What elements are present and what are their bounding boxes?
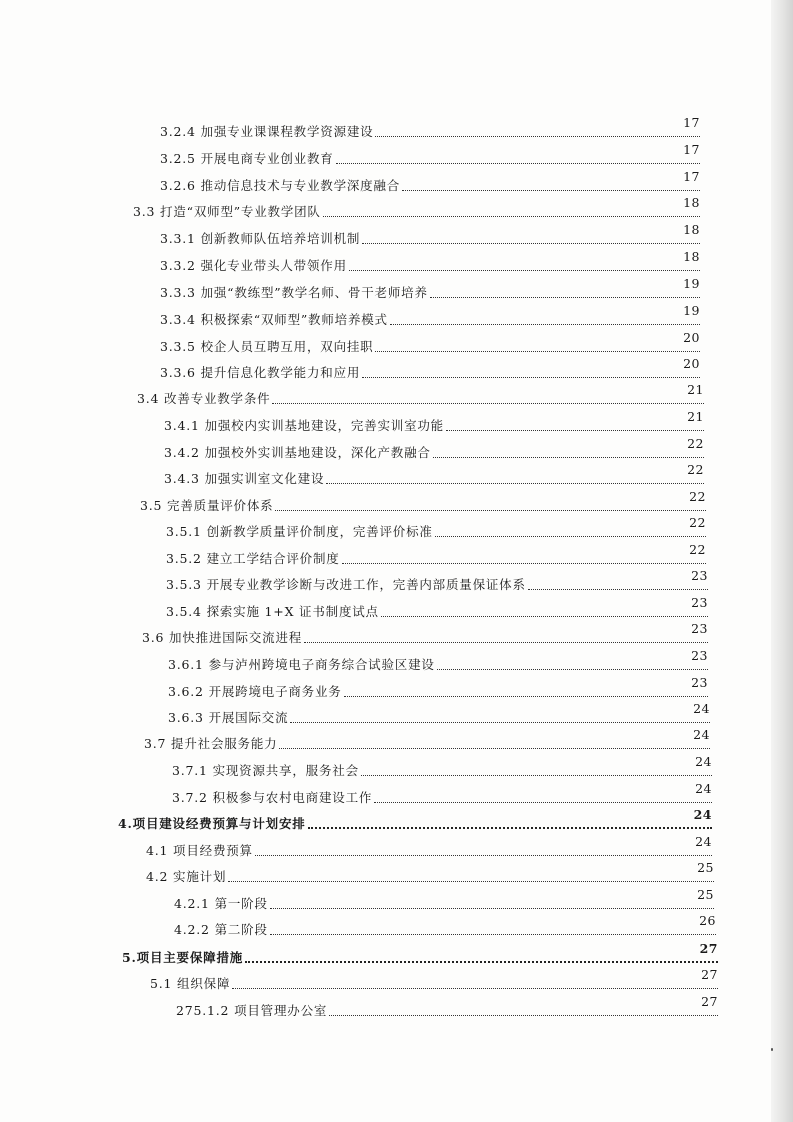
toc-entry-title: 3.4.1 加强校内实训基地建设，完善实训室功能 <box>164 418 444 433</box>
toc-entry-title: 3.3.1 创新教师队伍培养培训机制 <box>160 231 361 246</box>
toc-entry-page: 26 <box>699 913 716 928</box>
toc-entry[interactable] <box>172 782 712 806</box>
toc-dot-leader <box>270 908 714 909</box>
toc-entry-page: 19 <box>683 276 700 291</box>
toc-dot-leader <box>381 616 708 617</box>
scan-edge-shadow <box>771 0 793 1122</box>
toc-entry[interactable] <box>174 914 716 938</box>
toc-entry-page: 22 <box>689 489 706 504</box>
toc-entry-page: 20 <box>683 330 700 345</box>
toc-entry-title: 4.2 实施计划 <box>146 869 227 884</box>
toc-entry-title: 3.3 打造“双师型”专业教学团队 <box>133 204 321 219</box>
toc-dot-leader <box>279 748 710 749</box>
toc-entry[interactable] <box>160 331 700 355</box>
toc-entry-title: 5.项目主要保障措施 <box>122 950 244 965</box>
toc-entry-title: 3.2.6 推动信息技术与专业教学深度融合 <box>160 178 401 193</box>
toc-entry-page: 17 <box>683 169 700 184</box>
toc-entry[interactable] <box>174 888 714 912</box>
toc-entry-page: 23 <box>691 621 708 636</box>
toc-dot-leader <box>308 827 712 829</box>
toc-entry[interactable] <box>166 569 708 593</box>
toc-entry-title: 3.6.3 开展国际交流 <box>168 710 289 725</box>
toc-entry-page: 23 <box>691 675 708 690</box>
toc-dot-leader <box>342 563 706 564</box>
toc-entry-title: 3.5.3 开展专业教学诊断与改进工作，完善内部质量保证体系 <box>166 577 526 592</box>
toc-entry-title: 3.2.4 加强专业课课程教学资源建设 <box>160 124 374 139</box>
toc-dot-leader <box>349 270 700 271</box>
toc-entry[interactable] <box>144 728 710 752</box>
toc-entry[interactable] <box>176 995 718 1019</box>
toc-entry[interactable] <box>140 490 706 514</box>
toc-entry[interactable] <box>160 357 700 381</box>
toc-dot-leader <box>245 961 718 963</box>
toc-entry-title: 4.2.1 第一阶段 <box>174 896 268 911</box>
toc-entry-page: 24 <box>693 701 710 716</box>
toc-entry[interactable] <box>133 196 700 220</box>
toc-entry-title: 3.3.4 积极探索“双师型”教师培养模式 <box>160 312 388 327</box>
toc-entry[interactable] <box>160 116 700 140</box>
toc-entry[interactable] <box>168 676 708 700</box>
toc-entry[interactable] <box>168 649 708 673</box>
toc-entry-title: 3.3.3 加强“教练型”教学名师、骨干老师培养 <box>160 285 428 300</box>
toc-entry[interactable] <box>160 223 700 247</box>
toc-chapter-entry[interactable] <box>122 942 718 966</box>
toc-dot-leader <box>326 483 704 484</box>
toc-entry-title: 3.5.1 创新教学质量评价制度，完善评价标准 <box>166 524 433 539</box>
toc-entry[interactable] <box>172 755 712 779</box>
toc-entry-page: 21 <box>687 382 704 397</box>
toc-entry-page: 22 <box>689 515 706 530</box>
toc-entry[interactable] <box>137 383 704 407</box>
toc-dot-leader <box>402 190 700 191</box>
toc-dot-leader <box>228 881 714 882</box>
toc-entry-page: 22 <box>687 462 704 477</box>
toc-entry[interactable] <box>164 410 704 434</box>
toc-entry-page: 24 <box>693 727 710 742</box>
toc-dot-leader <box>270 934 716 935</box>
toc-entry[interactable] <box>166 516 706 540</box>
toc-entry-page: 21 <box>687 409 704 424</box>
toc-dot-leader <box>344 696 708 697</box>
toc-entry-page: 19 <box>683 303 700 318</box>
toc-chapter-entry[interactable] <box>118 808 712 832</box>
toc-dot-leader <box>255 855 712 856</box>
toc-entry-page: 25 <box>697 860 714 875</box>
toc-entry-title: 5.1 组织保障 <box>150 976 231 991</box>
scan-speck <box>771 1048 773 1051</box>
toc-entry-page: 23 <box>691 648 708 663</box>
toc-entry-title: 3.4.2 加强校外实训基地建设，深化产教融合 <box>164 445 431 460</box>
toc-entry-title: 3.7.2 积极参与农村电商建设工作 <box>172 790 373 805</box>
toc-entry[interactable] <box>146 861 714 885</box>
toc-entry-page: 22 <box>687 436 704 451</box>
toc-entry-page: 18 <box>683 222 700 237</box>
toc-entry-title: 3.7.1 实现资源共享，服务社会 <box>172 763 359 778</box>
toc-entry-page: 18 <box>683 249 700 264</box>
toc-dot-leader <box>304 642 708 643</box>
toc-entry-title: 3.5.4 探索实施 1+X 证书制度试点 <box>166 604 379 619</box>
toc-entry-page: 24 <box>693 807 712 822</box>
toc-entry-title: 3.3.6 提升信息化教学能力和应用 <box>160 365 361 380</box>
toc-entry[interactable] <box>164 437 704 461</box>
toc-dot-leader <box>430 297 700 298</box>
toc-entry-title: 3.6.2 开展跨境电子商务业务 <box>168 684 342 699</box>
toc-dot-leader <box>390 324 700 325</box>
toc-dot-leader <box>528 589 708 590</box>
toc-entry-page: 24 <box>695 781 712 796</box>
toc-entry-page: 27 <box>699 941 718 956</box>
toc-entry[interactable] <box>146 835 712 859</box>
toc-dot-leader <box>336 163 700 164</box>
toc-entry-page: 24 <box>695 754 712 769</box>
toc-entry-page: 17 <box>683 115 700 130</box>
toc-entry-title: 3.2.5 开展电商专业创业教育 <box>160 151 334 166</box>
toc-dot-leader <box>433 457 704 458</box>
toc-dot-leader <box>375 136 700 137</box>
toc-entry-page: 27 <box>701 994 718 1009</box>
toc-entry-page: 17 <box>683 142 700 157</box>
toc-entry-title: 3.6.1 参与泸州跨境电子商务综合试验区建设 <box>168 657 435 672</box>
toc-entry-page: 23 <box>691 595 708 610</box>
toc-entry[interactable] <box>168 702 710 726</box>
toc-entry[interactable] <box>160 170 700 194</box>
toc-entry-title: 3.3.5 校企人员互聘互用，双向挂职 <box>160 339 374 354</box>
toc-entry-page: 22 <box>689 542 706 557</box>
toc-entry[interactable] <box>160 304 700 328</box>
toc-dot-leader <box>290 722 710 723</box>
toc-dot-leader <box>232 988 718 989</box>
toc-dot-leader <box>272 403 704 404</box>
toc-entry[interactable] <box>142 622 708 646</box>
toc-entry-title: 3.3.2 强化专业带头人带领作用 <box>160 258 347 273</box>
toc-entry-title: 275.1.2 项目管理办公室 <box>176 1003 328 1018</box>
toc-entry[interactable] <box>160 250 700 274</box>
toc-dot-leader <box>323 216 700 217</box>
toc-dot-leader <box>446 430 704 431</box>
toc-entry-page: 23 <box>691 568 708 583</box>
toc-entry-page: 27 <box>701 967 718 982</box>
toc-dot-leader <box>362 377 700 378</box>
toc-entry-title: 3.4.3 加强实训室文化建设 <box>164 471 325 486</box>
toc-entry-title: 4.1 项目经费预算 <box>146 843 253 858</box>
toc-dot-leader <box>437 669 708 670</box>
toc-entry-page: 18 <box>683 195 700 210</box>
toc-entry[interactable] <box>166 596 708 620</box>
toc-entry[interactable] <box>160 277 700 301</box>
toc-entry[interactable] <box>160 143 700 167</box>
toc-dot-leader <box>329 1015 718 1016</box>
toc-dot-leader <box>361 775 712 776</box>
toc-entry-title: 4.2.2 第二阶段 <box>174 922 268 937</box>
toc-entry-title: 3.5.2 建立工学结合评价制度 <box>166 551 340 566</box>
toc-entry-title: 4.项目建设经费预算与计划安排 <box>118 816 306 831</box>
toc-entry-title: 3.4 改善专业教学条件 <box>137 391 271 406</box>
toc-dot-leader <box>362 243 700 244</box>
toc-entry-page: 20 <box>683 356 700 371</box>
toc-entry-page: 24 <box>695 834 712 849</box>
toc-dot-leader <box>374 802 712 803</box>
toc-dot-leader <box>435 536 706 537</box>
toc-entry[interactable] <box>164 463 704 487</box>
toc-entry-title: 3.7 提升社会服务能力 <box>144 736 278 751</box>
toc-entry-title: 3.5 完善质量评价体系 <box>140 498 274 513</box>
toc-entry-page: 25 <box>697 887 714 902</box>
toc-entry[interactable] <box>150 968 718 992</box>
toc-entry[interactable] <box>166 543 706 567</box>
toc-entry-title: 3.6 加快推进国际交流进程 <box>142 630 303 645</box>
toc-dot-leader <box>275 510 706 511</box>
toc-dot-leader <box>375 351 700 352</box>
